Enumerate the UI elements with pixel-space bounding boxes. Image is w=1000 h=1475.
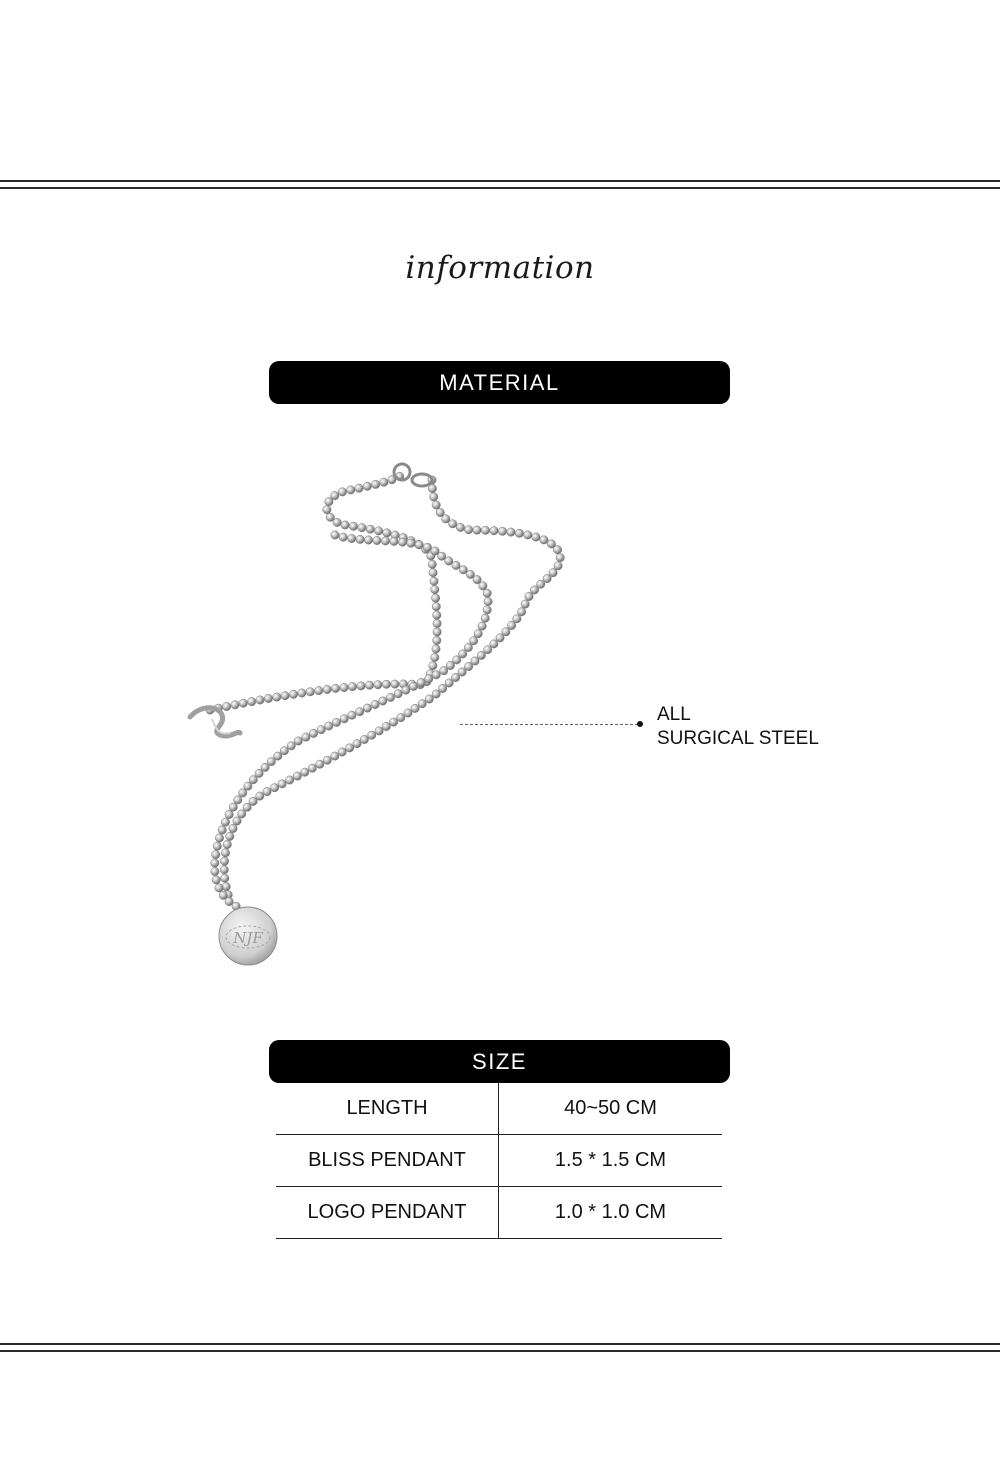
chain-bead xyxy=(360,735,368,743)
chain-bead xyxy=(386,693,394,701)
chain-bead xyxy=(479,582,487,590)
chain-bead xyxy=(358,524,366,532)
chain-bead xyxy=(484,597,492,605)
chain-bead xyxy=(223,840,231,848)
chain-bead xyxy=(233,817,241,825)
chain-bead xyxy=(211,859,219,867)
necklace-image xyxy=(170,450,590,980)
chain-bead xyxy=(331,491,339,499)
logo-pendant xyxy=(219,907,277,965)
chain-bead xyxy=(425,675,433,683)
chain-bead xyxy=(428,560,436,568)
table-row xyxy=(276,1083,722,1135)
bliss-pendant xyxy=(190,708,240,736)
chain-bead xyxy=(309,729,317,737)
size-header: SIZE xyxy=(269,1040,730,1083)
chain-bead xyxy=(418,700,426,708)
size-name-cell: BLISS PENDANT xyxy=(276,1135,499,1187)
chain-bead xyxy=(515,529,523,537)
chain-bead xyxy=(239,789,247,797)
chain-bead xyxy=(220,866,228,874)
chain-bead xyxy=(238,810,246,818)
section-title: information xyxy=(405,250,595,286)
chain-bead xyxy=(459,566,467,574)
chain-bead xyxy=(379,697,387,705)
material-label-line2: SURGICAL STEEL xyxy=(657,728,819,749)
chain-bead xyxy=(348,711,356,719)
chain-bead xyxy=(331,531,339,539)
chain-bead xyxy=(294,737,302,745)
chain-bead xyxy=(430,577,438,585)
chain-bead xyxy=(507,528,515,536)
chain-bead xyxy=(215,834,223,842)
chain-bead xyxy=(316,760,324,768)
chain-bead xyxy=(331,752,339,760)
chain-bead xyxy=(347,486,355,494)
pendant-engraving: NJF xyxy=(233,929,263,947)
chain-bead xyxy=(293,772,301,780)
chain-bead xyxy=(374,527,382,535)
chain-bead xyxy=(432,645,440,653)
chain-bead xyxy=(222,882,230,890)
size-value-cell: 40~50 CM xyxy=(499,1083,723,1135)
chain-bead xyxy=(323,685,331,693)
chain-bead xyxy=(234,796,242,804)
chain-bead xyxy=(481,526,489,534)
chain-bead xyxy=(464,526,472,534)
chain-bead xyxy=(445,557,453,565)
chain-bead xyxy=(371,480,379,488)
chain-bead xyxy=(281,692,289,700)
chain-bead xyxy=(389,718,397,726)
chain-bead xyxy=(341,521,349,529)
chain-bead xyxy=(347,534,355,542)
material-label-line1: ALL xyxy=(657,704,691,725)
chain-bead xyxy=(356,535,364,543)
chain-bead xyxy=(430,493,438,501)
chain-bead xyxy=(270,784,278,792)
chain-bead xyxy=(490,527,498,535)
chain-bead xyxy=(225,810,233,818)
chain-bead xyxy=(452,561,460,569)
chain-bead xyxy=(306,688,314,696)
chain-bead xyxy=(381,537,389,545)
chain-bead xyxy=(433,619,441,627)
table-row xyxy=(276,1135,722,1187)
chain-bead xyxy=(374,681,382,689)
chain-bead xyxy=(315,686,323,694)
table-row xyxy=(276,1187,722,1239)
chain-bead xyxy=(456,523,464,531)
chain-bead xyxy=(394,690,402,698)
chain-bead xyxy=(345,744,353,752)
chain-bead xyxy=(375,727,383,735)
chain-bead xyxy=(263,787,271,795)
chain-bead xyxy=(256,696,264,704)
chain-bead xyxy=(355,484,363,492)
chain-bead xyxy=(432,671,440,679)
chain-bead xyxy=(331,684,339,692)
chain-bead xyxy=(524,531,532,539)
chain-bead xyxy=(431,594,439,602)
chain-bead xyxy=(229,824,237,832)
chain-bead xyxy=(218,826,226,834)
chain-bead xyxy=(348,682,356,690)
chain-bead xyxy=(383,529,391,537)
chain-bead xyxy=(431,653,439,661)
chain-bead xyxy=(498,527,506,535)
chain-bead xyxy=(278,780,286,788)
size-table xyxy=(276,1083,722,1239)
chain-bead xyxy=(481,614,489,622)
chain-bead xyxy=(425,695,433,703)
chain-bead xyxy=(402,686,410,694)
chain-bead xyxy=(222,702,230,710)
chain-bead xyxy=(478,622,486,630)
chain-bead xyxy=(365,681,373,689)
chain-bead xyxy=(431,585,439,593)
chain-bead xyxy=(433,636,441,644)
chain-bead xyxy=(212,876,220,884)
chain-bead xyxy=(212,850,220,858)
chain-bead xyxy=(226,832,234,840)
chain-bead xyxy=(363,704,371,712)
chain-bead xyxy=(390,537,398,545)
chain-bead xyxy=(221,874,229,882)
chain-bead xyxy=(264,694,272,702)
material-label xyxy=(657,703,819,751)
chain-bead xyxy=(521,600,529,608)
chain-bead xyxy=(338,488,346,496)
chain-bead xyxy=(438,552,446,560)
chain-bead xyxy=(391,680,399,688)
chain-bead xyxy=(349,522,357,530)
chain-bead xyxy=(215,884,223,892)
chain-bead xyxy=(371,700,379,708)
chain-bead xyxy=(483,589,491,597)
chain-bead xyxy=(231,701,239,709)
chain-bead xyxy=(540,536,548,544)
material-leader-line xyxy=(460,724,638,725)
chain-bead xyxy=(373,536,381,544)
chain-bead xyxy=(432,501,440,509)
chain-bead xyxy=(440,667,448,675)
chain-bead xyxy=(432,690,440,698)
chain-bead xyxy=(382,680,390,688)
chain-bead xyxy=(229,803,237,811)
chain-bead xyxy=(289,690,297,698)
chain-bead xyxy=(308,764,316,772)
chain-bead xyxy=(433,628,441,636)
chain-bead xyxy=(356,708,364,716)
size-name-cell: LENGTH xyxy=(276,1083,499,1135)
chain-bead xyxy=(340,683,348,691)
size-name-cell: LOGO PENDANT xyxy=(276,1187,499,1239)
chain-bead xyxy=(415,541,423,549)
chain-bead xyxy=(556,553,564,561)
chain-bead xyxy=(353,740,361,748)
chain-bead xyxy=(211,867,219,875)
chain-bead xyxy=(287,742,295,750)
chain-bead xyxy=(325,722,333,730)
chain-bead xyxy=(398,538,406,546)
chain-bead xyxy=(407,539,415,547)
top-double-divider xyxy=(0,180,1000,190)
chain-bead xyxy=(433,611,441,619)
material-leader-dot xyxy=(637,721,643,727)
chain-bead xyxy=(409,682,417,690)
chain-bead xyxy=(368,731,376,739)
bottom-double-divider xyxy=(0,1343,1000,1353)
chain-bead xyxy=(397,713,405,721)
chain-bead xyxy=(332,718,340,726)
chain-bead xyxy=(382,722,390,730)
chain-bead xyxy=(473,526,481,534)
chain-bead xyxy=(248,697,256,705)
chain-bead xyxy=(429,569,437,577)
material-header: MATERIAL xyxy=(269,361,730,404)
chain-bead xyxy=(298,689,306,697)
chain-bead xyxy=(380,478,388,486)
chain-bead xyxy=(411,704,419,712)
chain-bead xyxy=(338,748,346,756)
chain-bead xyxy=(302,733,310,741)
chain-bead xyxy=(432,602,440,610)
size-value-cell: 1.0 * 1.0 CM xyxy=(499,1187,723,1239)
chain-bead xyxy=(323,756,331,764)
chain-bead xyxy=(366,525,374,533)
chain-bead xyxy=(317,726,325,734)
chain-bead xyxy=(213,842,221,850)
chain-bead xyxy=(363,482,371,490)
chain-bead xyxy=(449,520,457,528)
chain-bead xyxy=(357,682,365,690)
chain-bead xyxy=(239,699,247,707)
chain-bead xyxy=(340,715,348,723)
chain-bead xyxy=(323,506,331,514)
chain-bead xyxy=(221,818,229,826)
chain-bead xyxy=(483,606,491,614)
chain-bead xyxy=(404,709,412,717)
chain-bead xyxy=(474,630,482,638)
chain-bead xyxy=(301,768,309,776)
chain-bead xyxy=(364,536,372,544)
chain-bead xyxy=(417,678,425,686)
chain-bead xyxy=(429,662,437,670)
chain-bead xyxy=(220,857,228,865)
chain-bead xyxy=(525,592,533,600)
chain-bead xyxy=(423,543,431,551)
size-value-cell: 1.5 * 1.5 CM xyxy=(499,1135,723,1187)
chain-bead xyxy=(532,533,540,541)
chain-bead xyxy=(273,693,281,701)
chain-bead xyxy=(221,849,229,857)
chain-bead xyxy=(554,562,562,570)
chain-bead xyxy=(326,513,334,521)
chain-bead xyxy=(286,776,294,784)
chain-bead xyxy=(553,546,561,554)
chain-bead xyxy=(339,533,347,541)
